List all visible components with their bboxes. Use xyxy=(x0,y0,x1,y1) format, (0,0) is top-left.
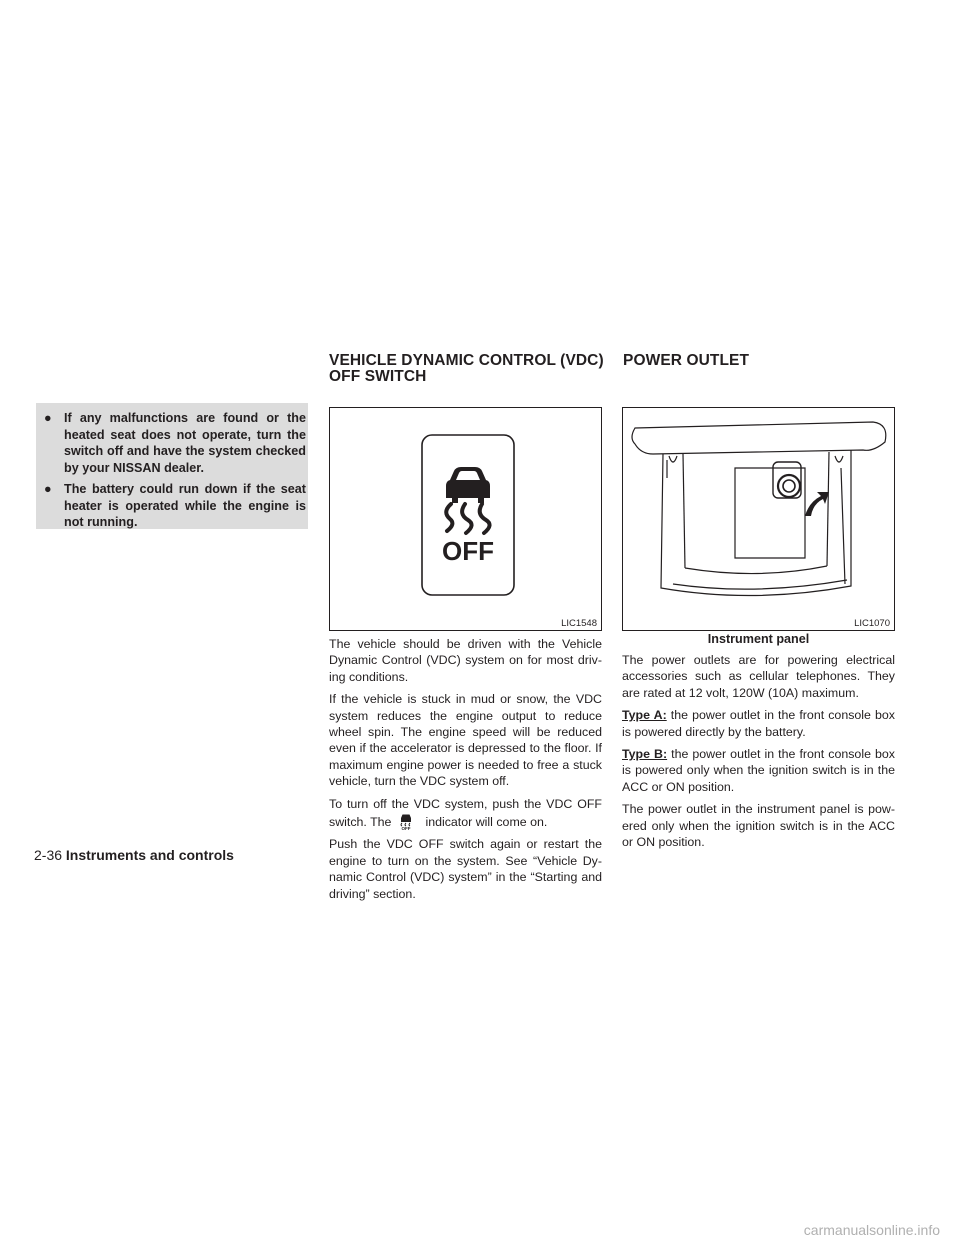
watermark: carmanualsonline.info xyxy=(803,1222,940,1238)
caution-item xyxy=(36,410,308,476)
vdc-paragraph-turn-off xyxy=(329,796,602,831)
vdc-heading xyxy=(329,353,619,385)
power-outlet-socket xyxy=(773,462,801,498)
caution-item xyxy=(36,481,308,531)
page-footer xyxy=(34,847,234,863)
caution-text: The battery could run down if the seat heater is operated while the engine is not running. xyxy=(64,482,306,529)
vdc-off-indicator-icon xyxy=(395,812,417,830)
power-body xyxy=(622,652,895,856)
power-type-b xyxy=(622,746,895,795)
caution-box xyxy=(36,403,308,529)
type-b-label: Type B: xyxy=(622,747,668,762)
switch-off-label: OFF xyxy=(442,536,494,566)
power-type-a xyxy=(622,707,895,740)
vdc-heading-line2: OFF SWITCH xyxy=(329,368,427,385)
power-outlet-figure xyxy=(622,407,895,631)
type-b-text: the power outlet in the front console box is powered only when the ignition switch is in the ACC or ON position. xyxy=(622,747,895,794)
page-number: 2-36 xyxy=(34,847,63,863)
caution-list xyxy=(36,403,308,531)
vdc-figure-code: LIC1548 xyxy=(561,618,597,629)
vdc-body xyxy=(329,636,602,908)
power-figure-code: LIC1070 xyxy=(854,618,890,629)
bullet: ● xyxy=(44,482,52,496)
vdc-paragraph: The vehicle should be driven with the Vehicle Dynamic Control (VDC) system on for most driv- ing conditions. xyxy=(329,637,602,684)
arrow-icon xyxy=(805,492,829,516)
type-a-text: the power outlet in the front console box is powered directly by the battery. xyxy=(622,708,895,739)
vdc-paragraph: If the vehicle is stuck in mud or snow, the VDC system reduces the engine output to reduce wheel spin. The engine speed will be reduced even if the accelerator is depressed to the floor. If maximum engine power is needed to free a stuck vehicle, turn the VDC system off. xyxy=(329,692,602,789)
vdc-heading-line1: VEHICLE DYNAMIC CONTROL (VDC) xyxy=(329,352,604,369)
power-figure-caption: Instrument panel xyxy=(707,632,810,646)
indicator-off-label: OFF xyxy=(401,826,411,831)
vdc-paragraph: Push the VDC OFF switch again or restart the engine to turn on the system. See “Vehicle Dy- namic Control (VDC) system” in the “Starting and driving” section. xyxy=(329,837,602,901)
bullet: ● xyxy=(44,411,52,425)
vdc-figure xyxy=(329,407,602,631)
caution-text: If any malfunctions are found or the heated seat does not operate, turn the switch off and have the system checked by your NISSAN dealer. xyxy=(64,411,306,475)
power-intro: The power outlets are for powering electrical accessories such as cellular telephones. They are rated at 12 volt, 120W (10A) maximum. xyxy=(622,653,895,700)
power-heading: POWER OUTLET xyxy=(623,352,750,369)
vdc-off-switch-illustration xyxy=(330,408,601,630)
power-closing: The power outlet in the instrument panel is pow- ered only when the ignition switch is in the ACC or ON position. xyxy=(622,802,895,850)
turn-off-text-before: To turn off the VDC system, push the VDC OFF switch. The xyxy=(329,796,602,830)
section-title: Instruments and controls xyxy=(65,847,234,863)
instrument-panel-illustration xyxy=(623,408,894,630)
turn-off-text-after: indicator will come on. xyxy=(425,815,548,830)
skid-car-icon xyxy=(446,467,490,533)
type-a-label: Type A: xyxy=(622,708,667,723)
